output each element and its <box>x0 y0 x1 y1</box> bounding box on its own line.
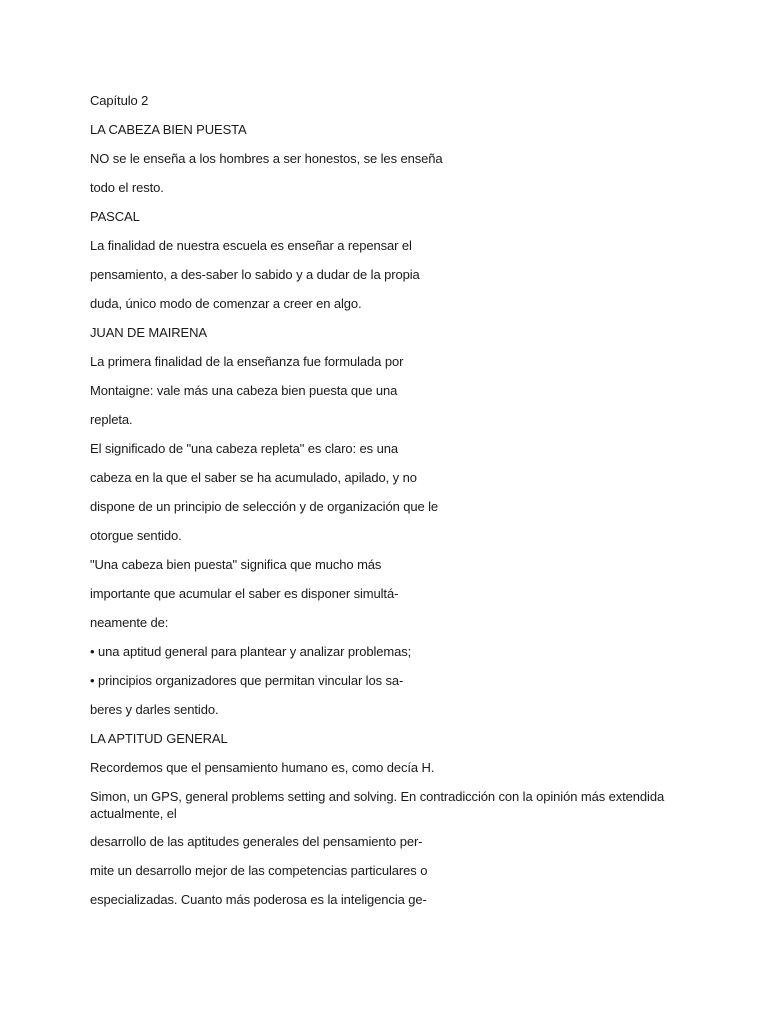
epigraph-line: todo el resto. <box>90 180 164 195</box>
epigraph-author: PASCAL <box>90 209 140 224</box>
body-line: neamente de: <box>90 615 169 630</box>
body-line: repleta. <box>90 412 133 427</box>
bullet-item: • una aptitud general para plantear y analizar problemas; <box>90 644 412 659</box>
body-line: cabeza en la que el saber se ha acumulado, apilado, y no <box>90 470 417 485</box>
epigraph-author: JUAN DE MAIRENA <box>90 325 207 340</box>
document-page <box>90 92 690 920</box>
body-line: otorgue sentido. <box>90 528 182 543</box>
body-line: "Una cabeza bien puesta" significa que mucho más <box>90 557 382 572</box>
body-line: beres y darles sentido. <box>90 702 219 717</box>
body-line: Recordemos que el pensamiento humano es, como decía H. <box>90 760 435 775</box>
bullet-item: • principios organizadores que permitan vincular los sa- <box>90 673 404 688</box>
epigraph-line: duda, único modo de comenzar a creer en algo. <box>90 296 362 311</box>
body-line: Simon, un GPS, general problems setting and solving. En contradicción con la opinión más extendida actualmente, el <box>90 789 665 821</box>
section-heading: LA APTITUD GENERAL <box>90 731 228 746</box>
epigraph-line: pensamiento, a des-saber lo sabido y a dudar de la propia <box>90 267 420 282</box>
chapter-title: LA CABEZA BIEN PUESTA <box>90 122 247 137</box>
body-line: especializadas. Cuanto más poderosa es la inteligencia ge- <box>90 892 427 907</box>
chapter-label: Capítulo 2 <box>90 93 149 108</box>
epigraph-line: La finalidad de nuestra escuela es enseñar a repensar el <box>90 238 412 253</box>
body-line: Montaigne: vale más una cabeza bien puesta que una <box>90 383 398 398</box>
body-line: El significado de "una cabeza repleta" es claro: es una <box>90 441 398 456</box>
body-line: importante que acumular el saber es disponer simultá- <box>90 586 399 601</box>
body-line: La primera finalidad de la enseñanza fue formulada por <box>90 354 404 369</box>
body-line: desarrollo de las aptitudes generales del pensamiento per- <box>90 834 423 849</box>
body-line: dispone de un principio de selección y de organización que le <box>90 499 439 514</box>
body-line: mite un desarrollo mejor de las competencias particulares o <box>90 863 428 878</box>
epigraph-line: NO se le enseña a los hombres a ser honestos, se les enseña <box>90 151 443 166</box>
